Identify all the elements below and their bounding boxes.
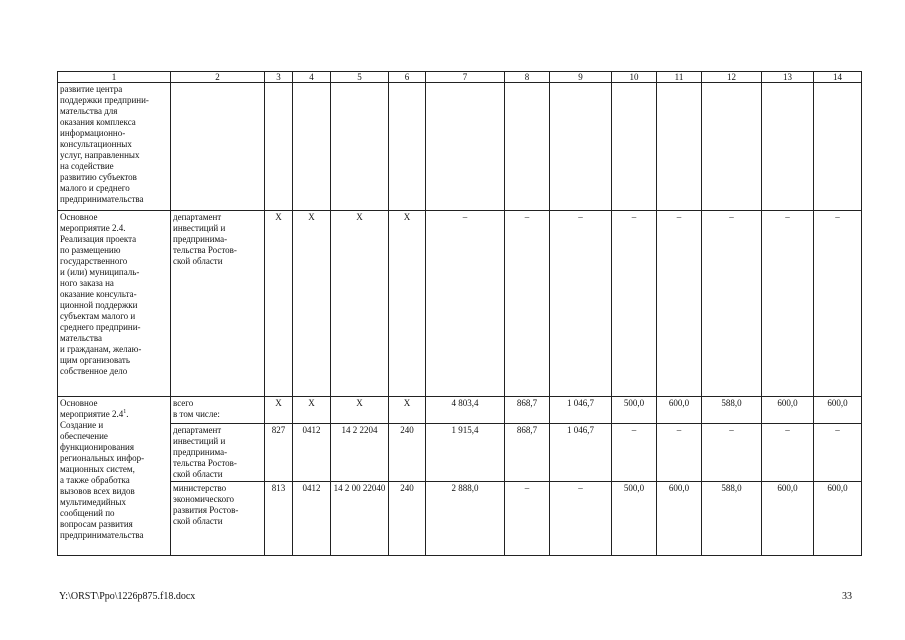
header-cell: 3 <box>265 72 293 83</box>
header-cell: 13 <box>762 72 814 83</box>
value-cell: 600,0 <box>657 482 702 556</box>
header-cell: 4 <box>293 72 331 83</box>
value-cell: 0412 <box>293 424 331 482</box>
value-cell: 4 803,4 <box>426 397 505 424</box>
table-row <box>58 83 862 211</box>
value-cell: – <box>657 211 702 397</box>
value-cell: 1 046,7 <box>550 424 612 482</box>
value-cell: – <box>550 211 612 397</box>
empty-cell <box>171 83 265 211</box>
value-cell: 868,7 <box>505 397 550 424</box>
value-cell: – <box>550 482 612 556</box>
responsible-executor: департамент инвестиций и предпринима- тельства Ростов- ской области <box>171 211 265 397</box>
table-row <box>58 424 862 482</box>
header-cell: 10 <box>612 72 657 83</box>
value-cell: – <box>814 211 862 397</box>
empty-cell <box>505 83 550 211</box>
value-cell: 600,0 <box>762 397 814 424</box>
value-cell: X <box>389 211 426 397</box>
header-row <box>58 72 862 83</box>
value-cell: X <box>331 397 389 424</box>
responsible-executor: министерство экономического развития Ростов- ской области <box>171 482 265 556</box>
value-cell: 240 <box>389 482 426 556</box>
footnote-mark: 1 <box>123 409 127 415</box>
empty-cell <box>293 83 331 211</box>
value-cell: – <box>505 211 550 397</box>
responsible-executor: всего в том числе: <box>171 397 265 424</box>
value-cell: – <box>505 482 550 556</box>
empty-cell <box>389 83 426 211</box>
value-cell: 868,7 <box>505 424 550 482</box>
value-cell: 827 <box>265 424 293 482</box>
value-cell: 14 2 2204 <box>331 424 389 482</box>
value-cell: – <box>612 424 657 482</box>
value-cell: – <box>702 424 762 482</box>
empty-cell <box>426 83 505 211</box>
value-cell: X <box>331 211 389 397</box>
value-cell: 600,0 <box>657 397 702 424</box>
header-cell: 2 <box>171 72 265 83</box>
empty-cell <box>814 83 862 211</box>
header-cell: 8 <box>505 72 550 83</box>
value-cell: X <box>293 397 331 424</box>
empty-cell <box>550 83 612 211</box>
header-cell: 5 <box>331 72 389 83</box>
table-row <box>58 211 862 397</box>
empty-cell <box>331 83 389 211</box>
value-cell: X <box>265 397 293 424</box>
value-cell: 1 915,4 <box>426 424 505 482</box>
value-cell: 500,0 <box>612 482 657 556</box>
empty-cell <box>762 83 814 211</box>
measure-description: Основное мероприятие $2.4^1$. Создание и обеспечение функционирования региональных инфор- мационных систем, а также обработка вызовов всех видов мультимедийных сообщений по вопросам развития предпринимательства <box>58 397 171 556</box>
value-cell: – <box>762 211 814 397</box>
document-path: Y:\ORST\Ppo\1226p875.f18.docx <box>59 591 196 602</box>
value-cell: 813 <box>265 482 293 556</box>
value-cell: 0412 <box>293 482 331 556</box>
header-cell: 11 <box>657 72 702 83</box>
value-cell: – <box>702 211 762 397</box>
empty-cell <box>612 83 657 211</box>
value-cell: X <box>265 211 293 397</box>
value-cell: 2 888,0 <box>426 482 505 556</box>
page-number: 33 <box>842 591 852 602</box>
value-cell: 1 046,7 <box>550 397 612 424</box>
header-cell: 9 <box>550 72 612 83</box>
value-cell: 14 2 00 22040 <box>331 482 389 556</box>
header-cell: 14 <box>814 72 862 83</box>
measure-description: Основное мероприятие 2.4. Реализация проекта по размещению государственного и (или) муниципаль- ного заказа на оказание консульта- ционной поддержки субъектам малого и среднего предприни- мательства и гражданам, желаю- щим организовать собственное дело <box>58 211 171 397</box>
value-cell: – <box>612 211 657 397</box>
value-cell: 588,0 <box>702 482 762 556</box>
value-cell: 588,0 <box>702 397 762 424</box>
value-cell: – <box>657 424 702 482</box>
value-cell: – <box>814 424 862 482</box>
budget-table <box>57 71 862 556</box>
empty-cell <box>702 83 762 211</box>
responsible-executor: департамент инвестиций и предпринима- тельства Ростов- ской области <box>171 424 265 482</box>
value-cell: X <box>389 397 426 424</box>
value-cell: X <box>293 211 331 397</box>
table-row <box>58 397 862 424</box>
value-cell: – <box>762 424 814 482</box>
value-cell: 600,0 <box>762 482 814 556</box>
empty-cell <box>657 83 702 211</box>
header-cell: 7 <box>426 72 505 83</box>
table-row <box>58 482 862 556</box>
value-cell: 500,0 <box>612 397 657 424</box>
header-cell: 1 <box>58 72 171 83</box>
empty-cell <box>265 83 293 211</box>
header-cell: 6 <box>389 72 426 83</box>
value-cell: 600,0 <box>814 482 862 556</box>
header-cell: 12 <box>702 72 762 83</box>
value-cell: – <box>426 211 505 397</box>
measure-description: развитие центра поддержки предприни- мательства для оказания комплекса информационно- консультационных услуг, направленных на содействие развитию субъектов малого и среднего предпринимательства <box>58 83 171 211</box>
value-cell: 240 <box>389 424 426 482</box>
value-cell: 600,0 <box>814 397 862 424</box>
